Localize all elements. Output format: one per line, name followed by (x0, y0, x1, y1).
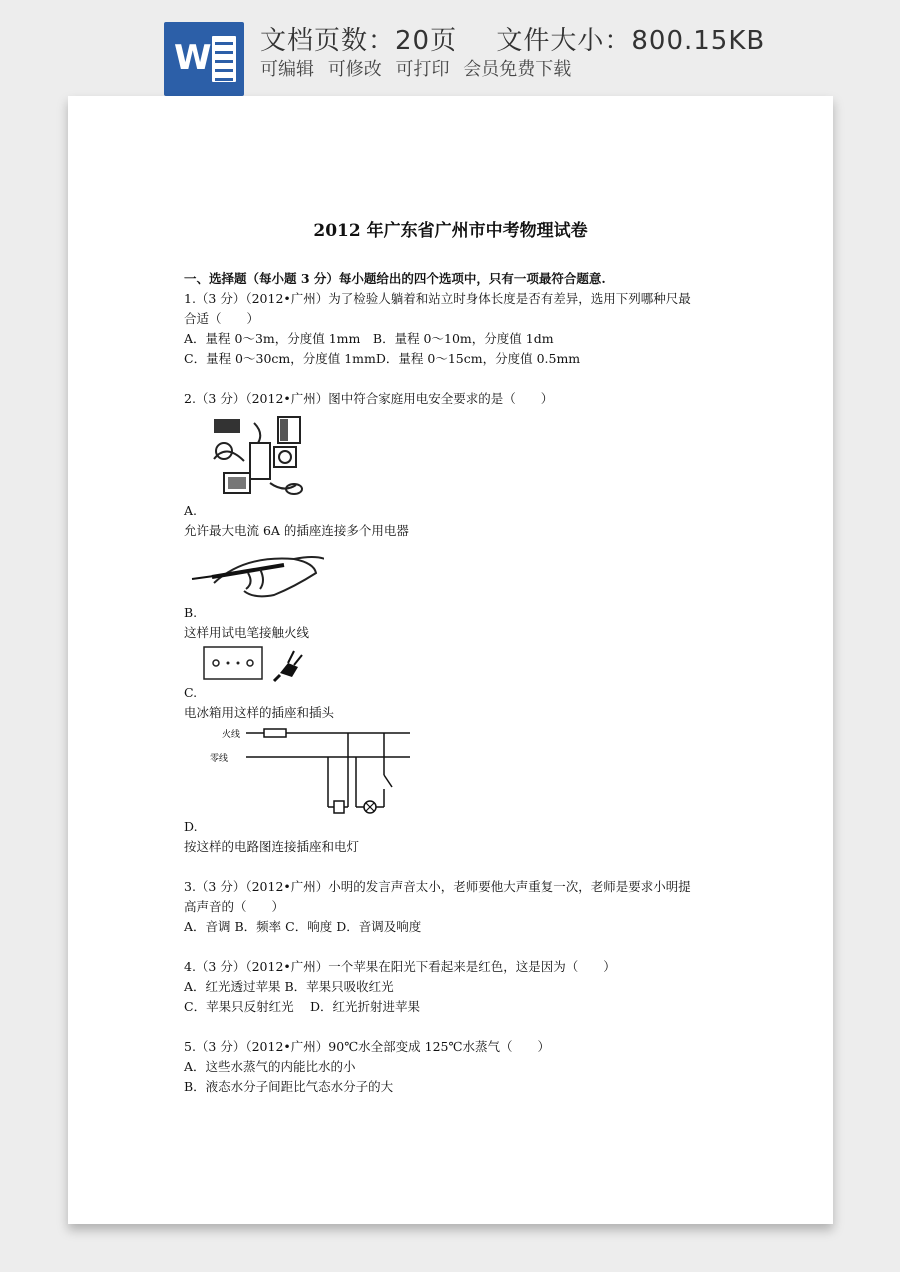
q5-option-b: B．液态水分子间距比气态水分子的大 (184, 1079, 394, 1094)
feature-editable: 可编辑 (260, 59, 314, 80)
document-title: 2012 年广东省广州市中考物理试卷 (313, 221, 588, 241)
appliances-illustration (184, 413, 324, 501)
socket-plug-illustration (184, 645, 314, 683)
q2-option-a-text: 允许最大电流 6A 的插座连接多个用电器 (184, 523, 409, 538)
q2-option-c-text: 电冰箱用这样的插座和插头 (184, 705, 335, 720)
q4-stem: 4.（3 分）（2012•广州）一个苹果在阳光下看起来是红色，这是因为（ ） (184, 959, 616, 974)
test-pen-hand-illustration (184, 543, 324, 603)
q4-options-ab: A．红光透过苹果 B．苹果只吸收红光 (184, 979, 394, 994)
q2-option-b-text: 这样用试电笔接触火线 (184, 625, 310, 640)
q2-option-d-letter: D. (184, 819, 198, 834)
q2-option-d-text: 按这样的电路图连接插座和电灯 (184, 839, 360, 854)
feature-list (260, 55, 571, 81)
q3-stem-line2: 高声音的（ ） (184, 899, 285, 914)
file-size: 文件大小：800.15KB (496, 26, 766, 56)
q2-figure-a (184, 413, 724, 501)
q1-options-cd: C．量程 0～30cm，分度值 1mmD．量程 0～15cm，分度值 0.5mm (184, 351, 581, 366)
document-body (184, 269, 724, 1097)
word-doc-icon (164, 22, 244, 96)
q2-stem: 2.（3 分）（2012•广州）图中符合家庭用电安全要求的是（ ） (184, 391, 554, 406)
q2-option-a-letter: A. (184, 503, 198, 518)
feature-printable: 可打印 (395, 59, 450, 80)
document-page (68, 96, 833, 1224)
q2-figure-d (184, 725, 724, 817)
document-lines-icon (212, 36, 236, 82)
document-stats (260, 20, 765, 57)
word-doc-icon-letter: W (174, 38, 212, 78)
q4-options-cd: C．苹果只反射红光 D．红光折射进苹果 (184, 999, 421, 1014)
q1-options-ab: A．量程 0～3m，分度值 1mm B．量程 0～10m，分度值 1dm (184, 331, 554, 346)
section-heading: 一、选择题（每小题 3 分）每小题给出的四个选项中，只有一项最符合题意. (184, 271, 606, 286)
q5-stem: 5.（3 分）（2012•广州）90℃水全部变成 125℃水蒸气（ ） (184, 1039, 550, 1054)
header-banner (0, 0, 900, 96)
feature-free-download: 会员免费下载 (463, 59, 572, 80)
q5-option-a: A．这些水蒸气的内能比水的小 (184, 1059, 356, 1074)
fire-line-label: 火线 (222, 730, 241, 740)
circuit-diagram (184, 725, 424, 817)
q2-figure-b (184, 543, 724, 603)
q2-option-b-letter: B. (184, 605, 198, 620)
q2-figure-c (184, 645, 724, 683)
page-count: 文档页数：20页 (260, 26, 458, 56)
q1-stem-line1: 1.（3 分）（2012•广州）为了检验人躺着和站立时身体长度是否有差异，选用下列哪种尺最 (184, 291, 691, 306)
q3-stem-line1: 3.（3 分）（2012•广州）小明的发言声音太小，老师要他大声重复一次，老师是要求小明提 (184, 879, 691, 894)
q1-stem-line2: 合适（ ） (184, 311, 260, 326)
zero-line-label: 零线 (210, 754, 229, 764)
q2-option-c-letter: C. (184, 685, 198, 700)
feature-modifiable: 可修改 (327, 59, 382, 80)
q3-options: A．音调 B．频率 C．响度 D．音调及响度 (184, 919, 422, 934)
